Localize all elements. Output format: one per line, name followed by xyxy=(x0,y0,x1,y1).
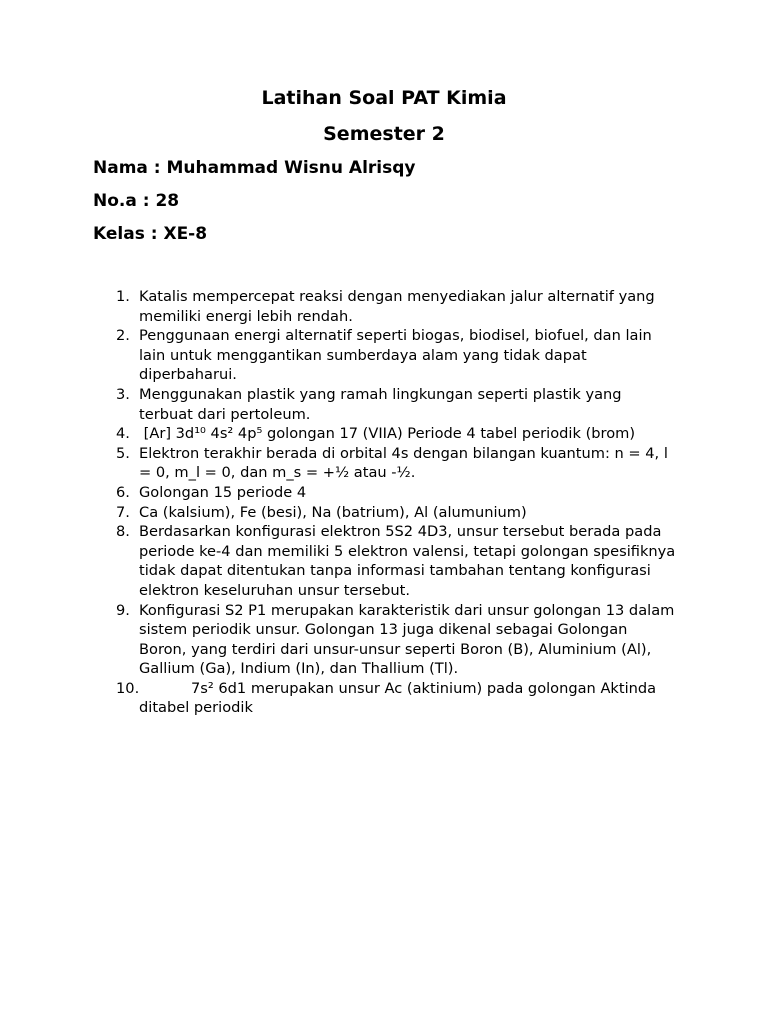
item-text: Ca (kalsium), Fe (besi), Na (batrium), Al (alumunium) xyxy=(139,503,527,521)
item-number: 4. xyxy=(116,425,130,443)
list-item xyxy=(0,326,679,385)
item-text: Berdasarkan konfigurasi elektron 5S2 4D3, unsur tersebut berada pada periode ke-4 dan memiliki 5 elektron valensi, tetapi golongan spesifiknya tidak dapat ditentukan tanpa informasi tambahan tentang konfigurasi elektron keseluruhan unsur tersebut. xyxy=(139,523,676,599)
list-item xyxy=(0,522,679,600)
item-number: 5. xyxy=(116,444,130,462)
item-text: Penggunaan energi alternatif seperti biogas, biodisel, biofuel, dan lain lain untuk menggantikan sumberdaya alam yang tidak dapat diperbaharui. xyxy=(139,327,652,384)
item-number: 9. xyxy=(116,601,130,619)
item-text: Elektron terakhir berada di orbital 4s dengan bilangan kuantum: n = 4, l = 0, m_l = 0, dan m_s = +½ atau -½. xyxy=(139,444,668,482)
list-item xyxy=(0,444,679,483)
list-item xyxy=(0,601,679,679)
list-item xyxy=(0,483,679,503)
item-number: 2. xyxy=(116,327,130,345)
document-subtitle: Semester 2 xyxy=(323,123,445,145)
item-text: [Ar] 3d¹⁰ 4s² 4p⁵ golongan 17 (VIIA) Periode 4 tabel periodik (brom) xyxy=(139,425,636,443)
item-number: 7. xyxy=(116,503,130,521)
item-text: Katalis mempercepat reaksi dengan menyediakan jalur alternatif yang memiliki energi lebih rendah. xyxy=(139,288,655,325)
student-number: No.a : 28 xyxy=(93,191,180,211)
student-name: Nama : Muhammad Wisnu Alrisqy xyxy=(93,158,416,178)
document-title: Latihan Soal PAT Kimia xyxy=(261,87,507,109)
list-item xyxy=(0,424,679,444)
list-item xyxy=(0,385,679,424)
student-class: Kelas : XE-8 xyxy=(93,224,208,244)
item-text: Golongan 15 periode 4 xyxy=(139,483,307,501)
list-item xyxy=(0,679,679,718)
item-number: 3. xyxy=(116,385,130,403)
item-text: Menggunakan plastik yang ramah lingkungan seperti plastik yang terbuat dari pertoleum. xyxy=(139,385,622,423)
item-number: 6. xyxy=(116,483,130,501)
item-number: 1. xyxy=(116,288,130,305)
list-item xyxy=(0,503,679,523)
item-text: Konfigurasi S2 P1 merupakan karakteristik dari unsur golongan 13 dalam sistem periodik unsur. Golongan 13 juga dikenal sebagai Golongan Boron, yang terdiri dari unsur-unsur seperti Boron (B), Aluminium (Al), Gallium (Ga), Indium (In), dan Thallium (Tl). xyxy=(139,601,675,678)
item-number: 10. xyxy=(116,679,140,697)
item-text: 7s² 6d1 merupakan unsur Ac (aktinium) pada golongan Aktinda ditabel periodik xyxy=(139,679,657,717)
list-item xyxy=(0,287,679,326)
item-number: 8. xyxy=(116,523,130,541)
answer-list xyxy=(0,287,768,718)
